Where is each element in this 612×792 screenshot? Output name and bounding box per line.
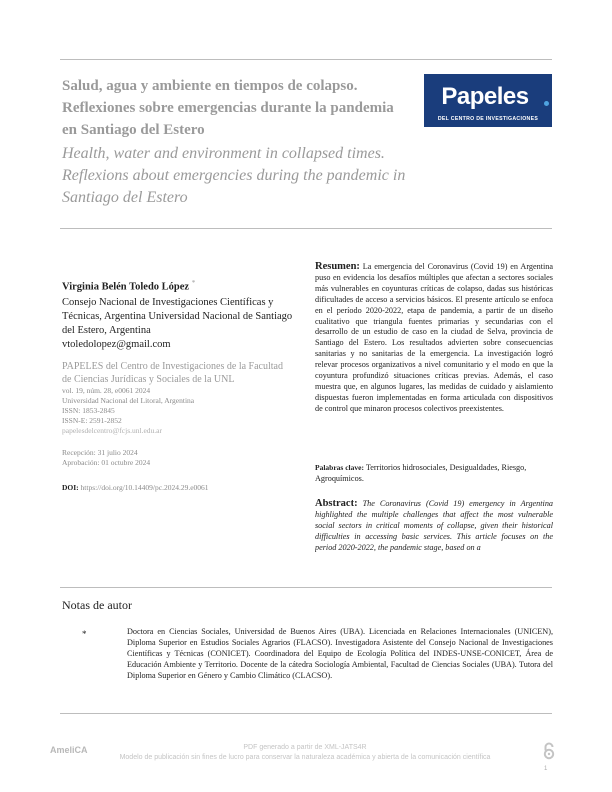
abstract-label: Abstract: [315,499,358,509]
dates-block [62,448,294,468]
approved-date: Aprobación: 01 octubre 2024 [62,458,151,467]
journal-issn-e: ISSN-E: 2591-2852 [62,416,122,425]
journal-name: PAPELES del Centro de Investigaciones de la Facultad de Ciencias Jurídicas y Sociales de la UNL [62,361,283,385]
doi-label: DOI: [62,483,79,492]
footer-line-2: Modelo de publicación sin fines de lucro para conservar la naturaleza académica y abierta de la comunicación científica [119,754,491,761]
footer-text [100,743,510,763]
keywords-block [315,462,553,484]
resumen-text: La emergencia del Coronavirus (Covid 19) en Argentina puso en evidencia los desafíos múltiples que afectan a sectores sociales más vulnerables en coyunturas críticas de colapso, dadas sus históricas dificultades de acceso a servicios básicos. El presente artículo se enfoca en el período 2020-2022, etapa de pandemia, a partir de un diseño cualitativo que triangula fuentes primarias y secundarias con el desarrollo de un estudio de caso en la ciudad de Selva, provincia de Santiago del Estero. Los resultados advierten sobre consecuencias sanitarias y no sanitarias de la emergencia. La investigación logró relevar procesos organizativos a nivel comunitario y el modo en que la coyuntura profundizó situaciones críticas previas. Además, el caso muestra que, en algunos lugares, las medidas de cuidado y aislamiento dispuestas fueron implementadas en forma articulada con dispositivos de control que minaron procesos colectivos preexistentes. [315,262,554,413]
note-marker: * [82,629,87,639]
author-note-mark[interactable]: * [191,279,196,287]
journal-info [62,361,294,436]
logo-subtitle: DEL CENTRO DE INVESTIGACIONES [437,116,539,122]
author-note-text: Doctora en Ciencias Sociales, Universidad de Buenos Aires (UBA). Licenciada en Relaciones Internacionales (UNICEN), Diploma Superior en Estudios Sociales Agrarios (FLACSO). Investigadora Asistente del Consejo Nacional de Investigaciones Científicas y Técnicas (CONICET). Coordinadora del Equipo de Ecología Política del INDES-UNSE-CONICET, Área de Educación Ambiente y Territorio. Docente de la cátedra Sociología Ambiental, Facultad de Ciencias Sociales (UBA). Tutora del Diploma Superior en Género y Cambio Climático (CLACSO). [127,627,553,680]
abstract-block [315,499,553,585]
doi-link[interactable]: https://doi.org/10.14409/pc.2024.29.e0061 [80,483,209,492]
top-rule [60,59,552,60]
page-number: 1 [544,766,548,772]
footer-line-1: PDF generado a partir de XML-JATS4R [243,744,367,751]
journal-email[interactable]: papelesdelcentro@fcjs.unl.edu.ar [62,426,162,435]
keywords-label: Palabras clave: [315,463,364,472]
author-email[interactable]: vtoledolopez@gmail.com [62,338,171,350]
amelica-logo[interactable]: AmeliCA [50,745,88,755]
abstract-text: The Coronavirus (Covid 19) emergency in Argentina highlighted the multiple challenges that affect the most vulnerable social sectors in critical moments of collapse, given their historical difficulties in accessing basic services. This article focuses on the period 2020-2022, the pandemic stage, based on a [315,499,553,552]
keywords-text: Territorios hidrosociales, Desigualdades, Riesgo, Agroquímicos. [315,463,527,483]
title-spanish: Salud, agua y ambiente en tiempos de colapso. Reflexiones sobre emergencias durante la pandemia en Santiago del Estero [62,78,394,138]
logo-dot [544,101,549,106]
journal-issn: ISSN: 1853-2845 [62,406,115,415]
author-block [62,276,294,352]
resumen-block [315,262,553,415]
author-affiliation: Consejo Nacional de Investigaciones Científicas y Técnicas, Argentina Universidad Nacional de Santiago del Estero, Argentina [62,296,293,336]
resumen-label: Resumen: [315,261,360,272]
journal-logo [424,74,552,127]
author-name: Virginia Belén Toledo López * [62,279,196,293]
open-access-icon [542,742,556,760]
notes-rule [60,587,552,588]
doi-line [62,483,294,493]
journal-university: Universidad Nacional del Litoral, Argentina [62,396,195,405]
journal-volume: vol. 19, núm. 28, e0061 2024 [62,386,151,395]
footer-rule [60,713,552,714]
title-english: Health, water and environment in collapsed times. Reflexions about emergencies during the pandemic in Santiago del Estero [62,145,406,206]
author-notes-title: Notas de autor [62,598,132,612]
logo-wordmark: Papeles [441,83,529,110]
header-rule [60,228,552,229]
received-date: Recepción: 31 julio 2024 [62,448,138,457]
